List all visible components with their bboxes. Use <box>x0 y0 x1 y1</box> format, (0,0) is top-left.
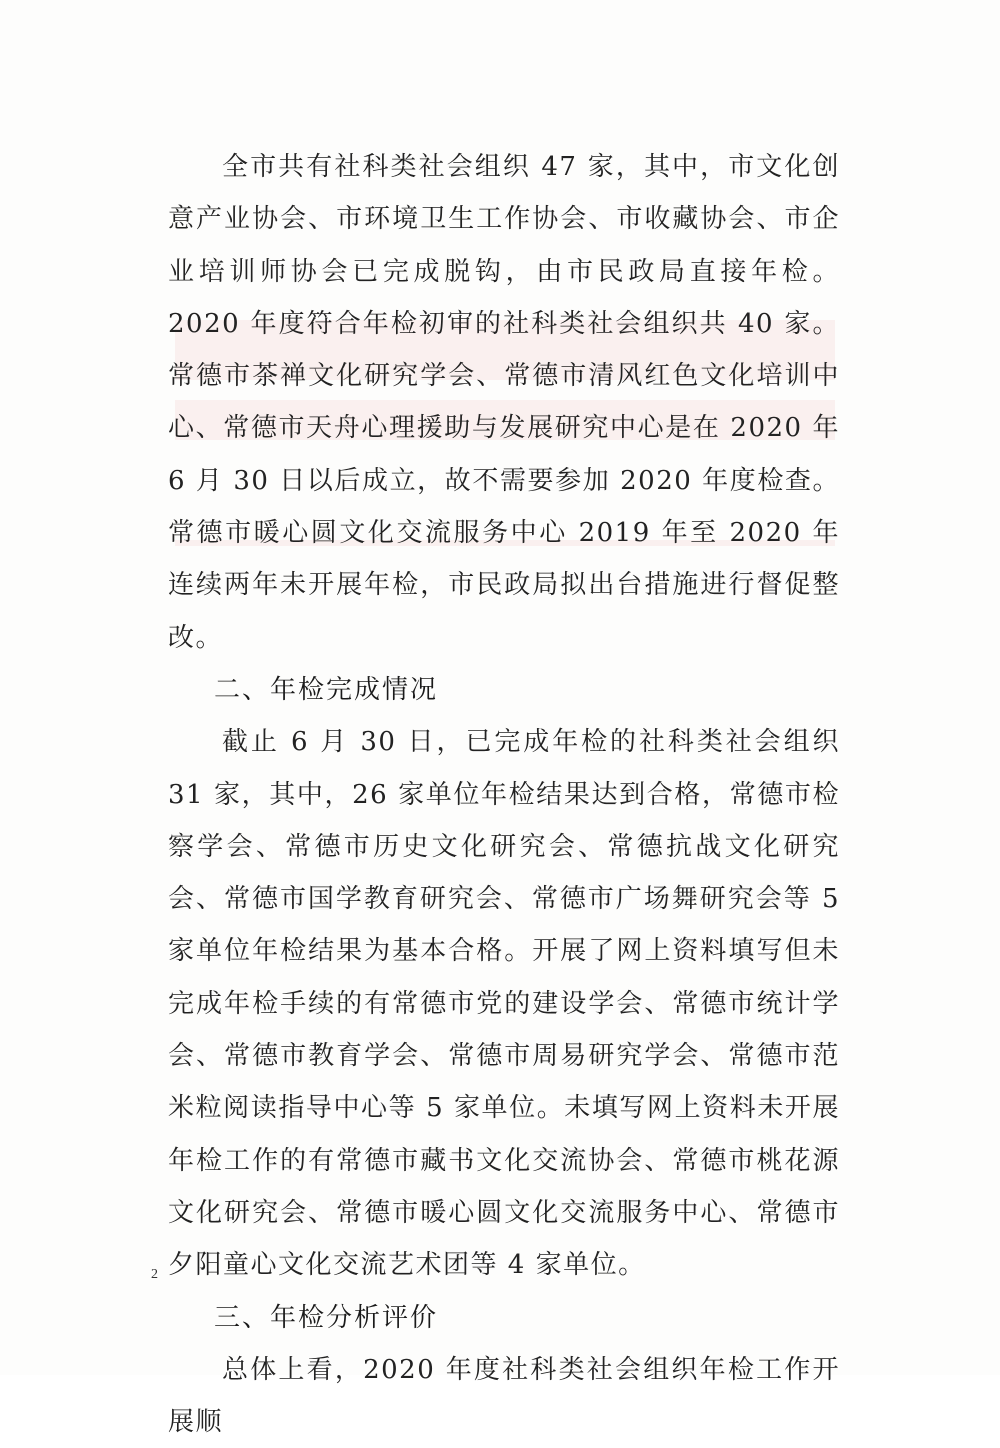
document-body <box>168 141 840 1448</box>
paragraph-summary: 全市共有社科类社会组织 47 家，其中，市文化创意产业协会、市环境卫生工作协会、市收藏协会、市企业培训师协会已完成脱钩，由市民政局直接年检。2020 年度符合年检初审的社科类社会组织共 40 家。常德市茶禅文化研究学会、常德市清风红色文化培训中心、常德市天舟心理援助与发展研究中心是在 2020 年 6 月 30 日以后成立，故不需要参加 2020 年度检查。常德市暖心圆文化交流服务中心 2019 年至 2020 年连续两年未开展年检，市民政局拟出台措施进行督促整改。 <box>168 152 840 653</box>
paragraph-evaluation: 总体上看，2020 年度社科类社会组织年检工作开展顺 <box>168 1354 840 1438</box>
section-heading-evaluation: 三、年检分析评价 <box>214 1302 439 1333</box>
paragraph-completion: 截止 6 月 30 日，已完成年检的社科类社会组织 31 家，其中，26 家单位年检结果达到合格，常德市检察学会、常德市历史文化研究会、常德抗战文化研究会、常德市国学教育研究会、常德市广场舞研究会等 5 家单位年检结果为基本合格。开展了网上资料填写但未完成年检手续的有常德市党的建设学会、常德市统计学会、常德市教育学会、常德市周易研究学会、常德市范米粒阅读指导中心等 5 家单位。未填写网上资料未开展年检工作的有常德市藏书文化交流协会、常德市桃花源文化研究会、常德市暖心圆文化交流服务中心、常德市夕阳童心文化交流艺术团等 4 家单位。 <box>168 727 840 1281</box>
section-heading-completion: 二、年检完成情况 <box>214 674 439 705</box>
page-number: 2 <box>151 1267 158 1282</box>
